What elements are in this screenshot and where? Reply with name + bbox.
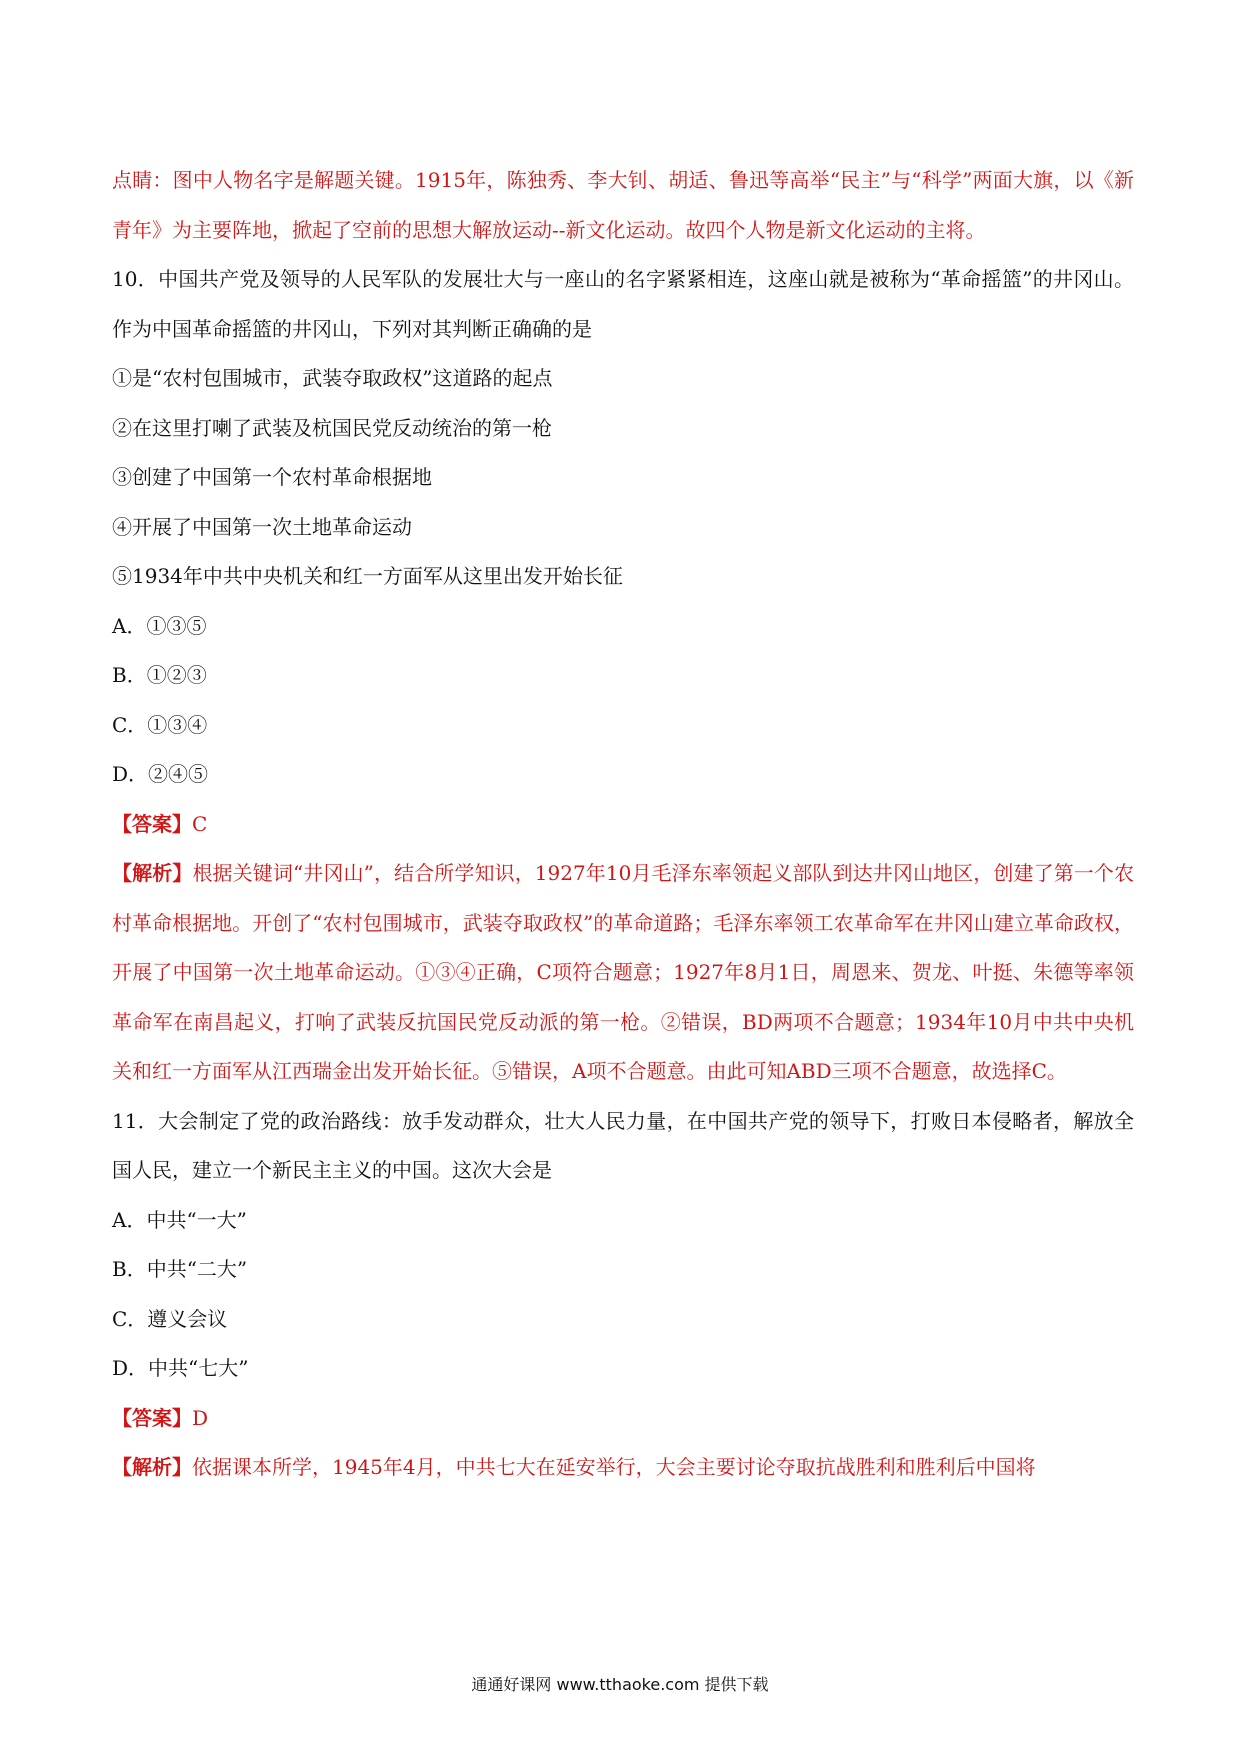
analysis-text: 根据关键词“井冈山”，结合所学知识，1927年10月毛泽东率领起义部队到达井冈山地区，创建了第一个农村革命根据地。开创了“农村包围城市，武装夺取政权”的革命道路；毛泽东率领工农革命军在井冈山建立革命政权，开展了中国第一次土地革命运动。①③④正确，C项符合题意；1927年8月1日，周恩来、贺龙、叶挺、朱德等率领革命军在南昌起义，打响了武装反抗国民党反动派的第一枪。②错误，BD两项不合题意；1934年10月中共中央机关和红一方面军从江西瑞金出发开始长征。⑤错误，A项不合题意。由此可知ABD三项不合题意，故选择C。 xyxy=(112,861,1135,1083)
question-10-item: ③创建了中国第一个农村革命根据地 xyxy=(112,465,432,489)
analysis-tag: 【解析】 xyxy=(112,861,193,885)
question-10-option-c: C．①③④ xyxy=(112,712,208,737)
note-paragraph: 点睛：图中人物名字是解题关键。1915年，陈独秀、李大钊、胡适、鲁迅等高举“民主”与“科学”两面大旗，以《新青年》为主要阵地，掀起了空前的思想大解放运动--新文化运动。故四个人物是新文化运动的主将。 xyxy=(112,168,1134,242)
question-10-item: ④开展了中国第一次土地革命运动 xyxy=(112,514,412,539)
question-10-answer xyxy=(112,800,1134,850)
question-11-answer xyxy=(112,1394,1134,1444)
question-11-option-b: B．中共“二大” xyxy=(112,1257,248,1281)
question-10-stem: 10．中国共产党及领导的人民军队的发展壮大与一座山的名字紧紧相连，这座山就是被称为“革命摇篮”的井冈山。作为中国革命摇篮的井冈山，下列对其判断正确确的是 xyxy=(112,267,1134,341)
question-10-option-a: A．①③⑤ xyxy=(112,613,207,638)
question-11-option-d: D．中共“七大” xyxy=(112,1356,249,1380)
answer-tag: 【答案】 xyxy=(112,1405,192,1430)
answer-value: C xyxy=(192,811,208,836)
analysis-text: 依据课本所学，1945年4月，中共七大在延安举行，大会主要讨论夺取抗战胜利和胜利后中国将 xyxy=(192,1455,1036,1479)
analysis-tag: 【解析】 xyxy=(112,1455,192,1479)
question-10-item: ⑤1934年中共中央机关和红一方面军从这里出发开始长征 xyxy=(112,564,623,588)
answer-tag: 【答案】 xyxy=(112,811,192,836)
question-10-analysis xyxy=(112,849,1134,1097)
page-content xyxy=(112,156,1134,1493)
question-11-option-a: A．中共“一大” xyxy=(112,1207,247,1232)
question-11-analysis xyxy=(112,1443,1134,1493)
question-10-option-d: D．②④⑤ xyxy=(112,762,209,786)
question-11-stem: 11．大会制定了党的政治路线：放手发动群众，壮大人民力量，在中国共产党的领导下，打败日本侵略者，解放全国人民，建立一个新民主主义的中国。这次大会是 xyxy=(112,1108,1134,1182)
question-10-item: ①是“农村包围城市，武装夺取政权”这道路的起点 xyxy=(112,366,553,390)
question-10-item: ②在这里打喇了武装及杭国民党反动统治的第一枪 xyxy=(112,415,552,440)
answer-value: D xyxy=(192,1405,209,1430)
question-11-option-c: C．遵义会议 xyxy=(112,1306,228,1331)
question-10-option-b: B．①②③ xyxy=(112,663,207,687)
page-footer: 通通好课网 www.tthaoke.com 提供下载 xyxy=(471,1675,769,1694)
